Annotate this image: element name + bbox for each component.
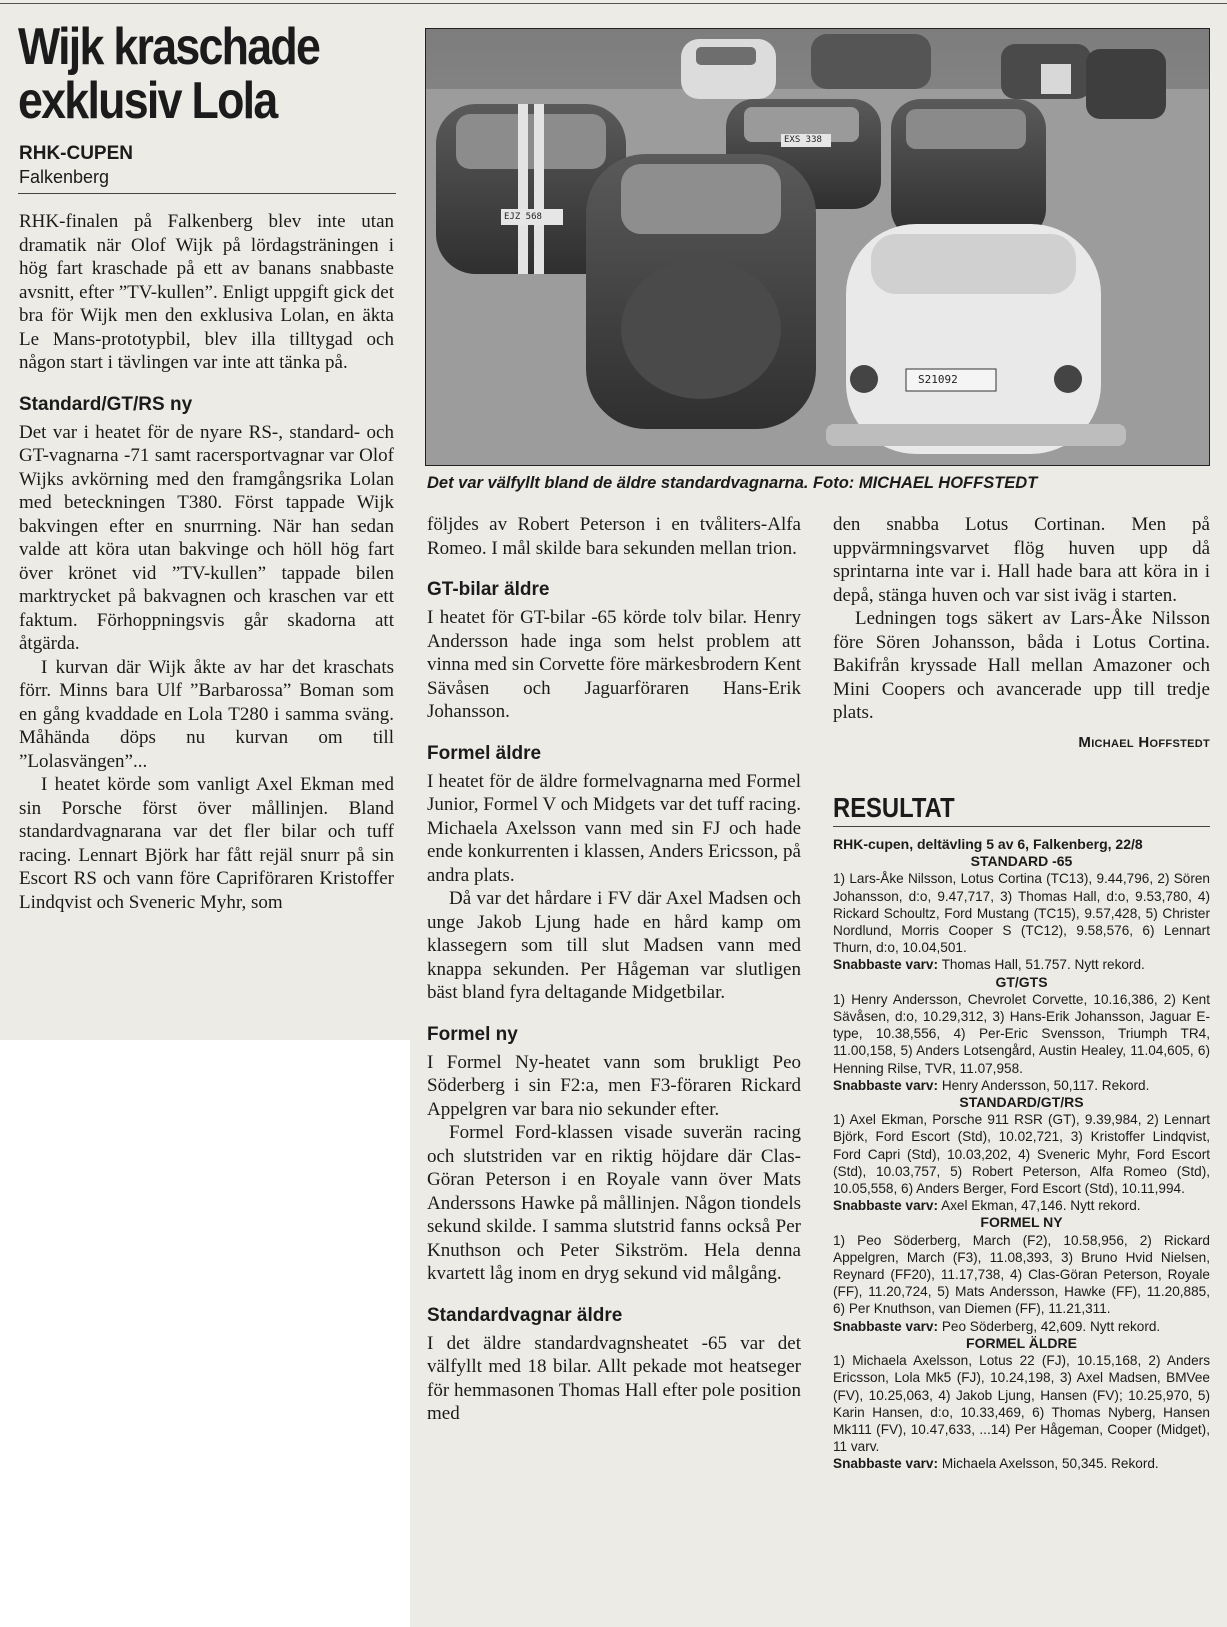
paragraph: I det äldre standardvagnsheatet -65 var det välfyllt med 18 bilar. Allt pekade mot heatseger för hemmasonen Thomas Hall efter pole position med	[427, 1332, 801, 1424]
article-column-1	[19, 210, 394, 914]
class-results: 1) Michaela Axelsson, Lotus 22 (FJ), 10.15,168, 2) Anders Ericsson, Lola Mk5 (FJ), 10.24,198, 3) Axel Madsen, BMVee (FV), 10.25,063, 4) Jakob Ljung, Hansen (FV); 10.25,970, 5) Karin Hansen, d:o, 10.33,469, 6) Thomas Nyberg, Hansen Mk111 (FV), 10.47,633, ...14) Per Hågeman, Cooper (Midget), 11 varv.	[833, 1353, 1210, 1455]
top-rule	[0, 3, 1227, 4]
paragraph: RHK-finalen på Falkenberg blev inte utan dramatik när Olof Wijk på lördagsträningen i hög fart kraschade på ett av banans snabbaste avsnitt, efter ”TV-kullen”. Enligt uppgift gick det bra för Wijk men den exklusiva Lolan, en äkta Le Mans-prototypbil, blev illa tilltygad och någon start i tävlingen var inte att tänka på.	[19, 211, 394, 373]
paragraph: Formel Ford-klassen visade suverän racing och slutstriden var en riktig höjdare där Clas-Göran Peterson i en Royale vann över Mats Anderssons Hawke på mållinjen. Någon tiondels sekund skilde. I samma slutstrid fanns också Per Knuthson och Peter Sikström. Hela denna kvartett låg inom en dryg sekund vid målgång.	[427, 1122, 801, 1284]
kicker: RHK-CUPEN	[19, 143, 133, 164]
fastest-lap	[833, 1077, 1210, 1094]
plate-front: S21092	[918, 373, 958, 386]
fastest-lap	[833, 1455, 1210, 1472]
fastest-lap-label: Snabbaste varv:	[833, 1318, 939, 1334]
fastest-lap	[833, 956, 1210, 973]
subheading: Formel äldre	[427, 742, 542, 764]
fastest-lap-value: Axel Ekman, 47,146. Nytt rekord.	[941, 1198, 1141, 1214]
class-results: 1) Axel Ekman, Porsche 911 RSR (GT), 9.39,984, 2) Lennart Björk, Ford Escort (Std), 10.02,721, 3) Kristoffer Lindqvist, Ford Capri (Std), 10.03,202, 4) Sveneric Myhr, Ford Escort (Std), 10.03,757, 5) Robert Peterson, Alfa Romeo (Std), 10.05,558, 6) Anders Berger, Ford Escort (Std), 10.11,994.	[833, 1112, 1210, 1197]
photo-caption: Det var välfyllt bland de äldre standardvagnarna. Foto: MICHAEL HOFFSTEDT	[427, 474, 1038, 492]
fastest-lap-label: Snabbaste varv:	[833, 1198, 939, 1214]
class-title: STANDARD -65	[970, 853, 1073, 870]
results-list	[833, 836, 1210, 1473]
paragraph: Då var det hårdare i FV där Axel Madsen och unge Jakob Ljung hade en hård kamp om klassegern som till slut Madsen vann med knappa sekunden. Per Hågeman var slutligen bäst bland fyra deltagande Midgetbilar.	[427, 888, 801, 1003]
paragraph: den snabba Lotus Cortinan. Men på uppvärmningsvarvet flög huven upp då sprintarna inte var i. Hall hade bara att köra in i depå, stänga huven och var sist iväg i starten.	[833, 514, 1210, 606]
race-photo-graphic	[426, 29, 1209, 465]
paragraph: I heatet för GT-bilar -65 körde tolv bilar. Henry Andersson hade inga som helst problem att vinna med sin Corvette före märkesbrodern Kent Sävåsen och Jaguarföraren Hans-Erik Johansson.	[427, 607, 801, 722]
class-title: FORMEL NY	[980, 1214, 1063, 1231]
results-header: RHK-cupen, deltävling 5 av 6, Falkenberg, 22/8	[833, 836, 1143, 852]
class-title: FORMEL ÄLDRE	[966, 1334, 1077, 1351]
class-title: GT/GTS	[995, 973, 1048, 990]
class-results: 1) Peo Söderberg, March (F2), 10.58,956, 2) Rickard Appelgren, March (F3), 11.08,393, 3) Bruno Hvid Nielsen, Reynard (FF20), 11.17,738, 4) Clas-Göran Peterson, Royale (FF), 11.20,724, 5) Mats Andersson, Hawke (FF), 11.20,885, 6) Per Knuthson, van Diemen (FF), 11.21,311.	[833, 1232, 1210, 1317]
fastest-lap	[833, 1318, 1210, 1335]
fastest-lap-value: Michaela Axelsson, 50,345. Rekord.	[941, 1456, 1159, 1472]
headline	[18, 20, 345, 128]
headline-line-2: exklusiv Lola	[18, 72, 277, 130]
headline-line-1: Wijk kraschade	[18, 18, 320, 76]
fastest-lap-value: Henry Andersson, 50,117. Rekord.	[941, 1077, 1150, 1093]
class-title: STANDARD/GT/RS	[959, 1094, 1084, 1111]
headline-rule	[18, 193, 396, 194]
paragraph: I Formel Ny-heatet vann som brukligt Peo Söderberg i sin F2:a, men F3-föraren Rickard Appelgren var bara nio sekunder efter.	[427, 1051, 801, 1120]
paragraph: I heatet för de äldre formelvagnarna med Formel Junior, Formel V och Midgets var det tuff racing. Michaela Axelsson vann med sin FJ och hade ende konkurrenten i klassen, Anders Ericsson, på andra plats.	[427, 770, 801, 886]
results-title: RESULTAT	[833, 792, 955, 823]
subheading: GT-bilar äldre	[427, 579, 550, 600]
fastest-lap-label: Snabbaste varv:	[833, 1456, 939, 1472]
plate-left: EJZ 568	[504, 212, 542, 222]
fastest-lap-label: Snabbaste varv:	[833, 1077, 939, 1093]
subheading: Formel ny	[427, 1023, 518, 1045]
plate-middle: EXS 338	[784, 135, 822, 145]
subheading: Standardvagnar äldre	[427, 1304, 623, 1326]
fastest-lap-value: Peo Söderberg, 42,609. Nytt rekord.	[941, 1318, 1161, 1334]
byline: Michael Hoffstedt	[1078, 733, 1210, 751]
paragraph: Det var i heatet för de nyare RS-, standard- och GT-vagnarna -71 samt racersportvagnar var Olof Wijks avkörning med den framgångsrika Lolan med beteckningen T380. Först tappade Wijk bakvingen efter en snurrning. När han sedan valde att köra utan bakvinge och höll hög fart över krönet vid ”TV-kullen” tappade bilen marktrycket på bakvagnen och kraschen var ett faktum. Förhoppningsvis går skadorna att åtgärda.	[19, 421, 394, 654]
article-column-2	[427, 513, 801, 1426]
race-photo	[425, 28, 1210, 466]
article-column-3	[833, 513, 1210, 754]
subheading: Standard/GT/RS ny	[19, 393, 193, 415]
fastest-lap	[833, 1197, 1210, 1214]
fastest-lap-value: Thomas Hall, 51.757. Nytt rekord.	[941, 957, 1145, 973]
paragraph: I heatet körde som vanligt Axel Ekman med sin Porsche först över mållinjen. Bland standardvagnarana var det fler bilar och tuff racing. Lennart Björk har fått rejäl snurr på sin Escort RS och vann före Capriföraren Kristoffer Lindqvist och Sveneric Myhr, som	[19, 774, 394, 913]
fastest-lap-label: Snabbaste varv:	[833, 957, 939, 973]
dateline: Falkenberg	[19, 167, 110, 187]
class-results: 1) Henry Andersson, Chevrolet Corvette, 10.16,386, 2) Kent Sävåsen, d:o, 10.29,312, 3) Hans-Erik Johansson, Jaguar E-type, 10.38,556, 4) Per-Eric Svensson, Triumph TR4, 11.00,158, 5) Anders Lotsengård, Austin Healey, 11.04,605, 6) Henning Rilse, TVR, 11.07,958.	[833, 991, 1210, 1076]
paragraph: Ledningen togs säkert av Lars-Åke Nilsson före Sören Johansson, båda i Lotus Cortina. Bakifrån kryssade Hall mellan Amazoner och Mini Coopers och avancerade upp till tredje plats.	[833, 608, 1210, 723]
paragraph: följdes av Robert Peterson i en tvåliters-Alfa Romeo. I mål skilde bara sekunden mellan trion.	[427, 514, 801, 559]
paragraph: I kurvan där Wijk åkte av har det kraschats förr. Minns bara Ulf ”Barbarossa” Boman som en gång kvaddade en Lola T280 i samma sväng. Måhända döps nu kurvan om till ”Lolasvängen”...	[19, 656, 394, 772]
results-rule	[833, 826, 1210, 827]
class-results: 1) Lars-Åke Nilsson, Lotus Cortina (TC13), 9.44,796, 2) Sören Johansson, d:o, 9.47,717, 3) Thomas Hall, d:o, 9.53,780, 4) Rickard Schoultz, Ford Mustang (TC15), 9.57,428, 5) Christer Nordlund, Morris Cooper S (TC12), 9.58,576, 6) Lennart Thurn, d:o, 10.04,501.	[833, 871, 1210, 956]
